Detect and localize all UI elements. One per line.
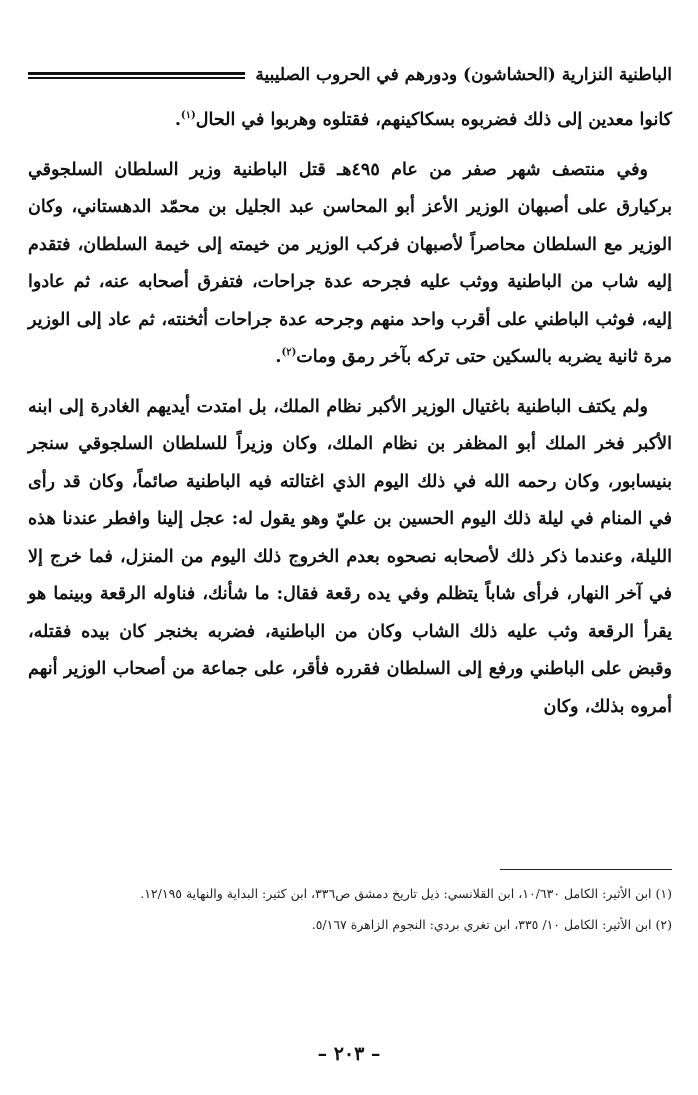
footnote-ref-1: (١) xyxy=(180,110,196,122)
footnote-2: (٢) ابن الأثير: الكامل ١٠/ ٣٣٥، ابن تغري بردي: النجوم الزاهرة ٥/١٦٧. xyxy=(311,917,672,932)
paragraph-2-end: . xyxy=(275,347,282,367)
paragraph-1 xyxy=(28,102,672,140)
running-header xyxy=(28,58,672,92)
footnote-ref-2: (٢) xyxy=(281,347,297,359)
header-rule xyxy=(28,72,245,79)
paragraph-2 xyxy=(28,152,672,377)
main-text xyxy=(28,102,672,726)
footnotes xyxy=(28,882,672,936)
paragraph-1-text: كانوا معدين إلى ذلك فضربوه بسكاكينهم، فقتلوه وهربوا في الحال xyxy=(195,110,672,130)
footnote-gap xyxy=(28,905,672,913)
page-number: – ٢٠٣ – xyxy=(317,1043,381,1065)
paragraph-2-text: وفي منتصف شهر صفر من عام ٤٩٥هـ قتل الباطنية وزير السلطان السلجوقي بركيارق على أصبهان الوزير الأعز أبو المحاسن عبد الجليل بن محمّد الدهستاني، وكان الوزير مع السلطان محاصراً لأصبهان فركب الوزير من خيمته إلى خيمة السلطان، فتقدم إليه شاب من الباطنية ووثب عليه فجرحه عدة جراحات، فتفرق أصحابه عنه، ثم عادوا إليه، فوثب الباطني على أقرب واحد منهم وجرحه عدة جراحات أثخنته، ثم عاد إلى الوزير مرة ثانية يضربه بالسكين حتى تركه بآخر رمق ومات xyxy=(28,159,672,367)
paragraph-1-end: . xyxy=(174,110,181,130)
footnote-separator xyxy=(500,869,672,870)
paragraph-3 xyxy=(28,389,672,727)
paragraph-3-text: ولم يكتف الباطنية باغتيال الوزير الأكبر نظام الملك، بل امتدت أيديهم الغادرة إلى ابنه الأكبر فخر الملك أبو المظفر بن نظام الملك، وكان وزيراً للسلطان السلجوقي سنجر بنيسابور، وكان رحمه الله في ذلك اليوم الذي اغتالته فيه الباطنية صائماً، وكان قد رأى في المنام في ليلة ذلك اليوم الحسين بن عليّ وهو يقول له: عجل إلينا وافطر عندنا هذه الليلة، وعندما ذكر ذلك لأصحابه نصحوه بعدم الخروج ذلك اليوم من المنزل، فما خرج إلا في آخر النهار، فرأى شاباً يتظلم وفي يده رقعة فقال: ما شأنك، فناوله الرقعة وبينما هو يقرأ الرقعة وثب عليه ذلك الشاب وكان من الباطنية، فضربه بخنجر كان بيده فقتله، وقبض على الباطني ورفع إلى السلطان فقرره فأقر، على جماعة من أصحاب الوزير أنهم أمروه بذلك، وكان xyxy=(28,396,672,717)
paragraph-gap xyxy=(28,377,672,389)
paragraph-gap xyxy=(28,140,672,152)
header-title: الباطنية النزارية (الحشاشون) ودورهم في الحروب الصليبية xyxy=(255,65,672,85)
footnote-1: (١) ابن الأثير: الكامل ١٠/٦٣٠، ابن القلانسي: ذيل تاريخ دمشق ص٣٣٦، ابن كثير: البداية والنهاية ١٢/١٩٥. xyxy=(140,886,672,901)
